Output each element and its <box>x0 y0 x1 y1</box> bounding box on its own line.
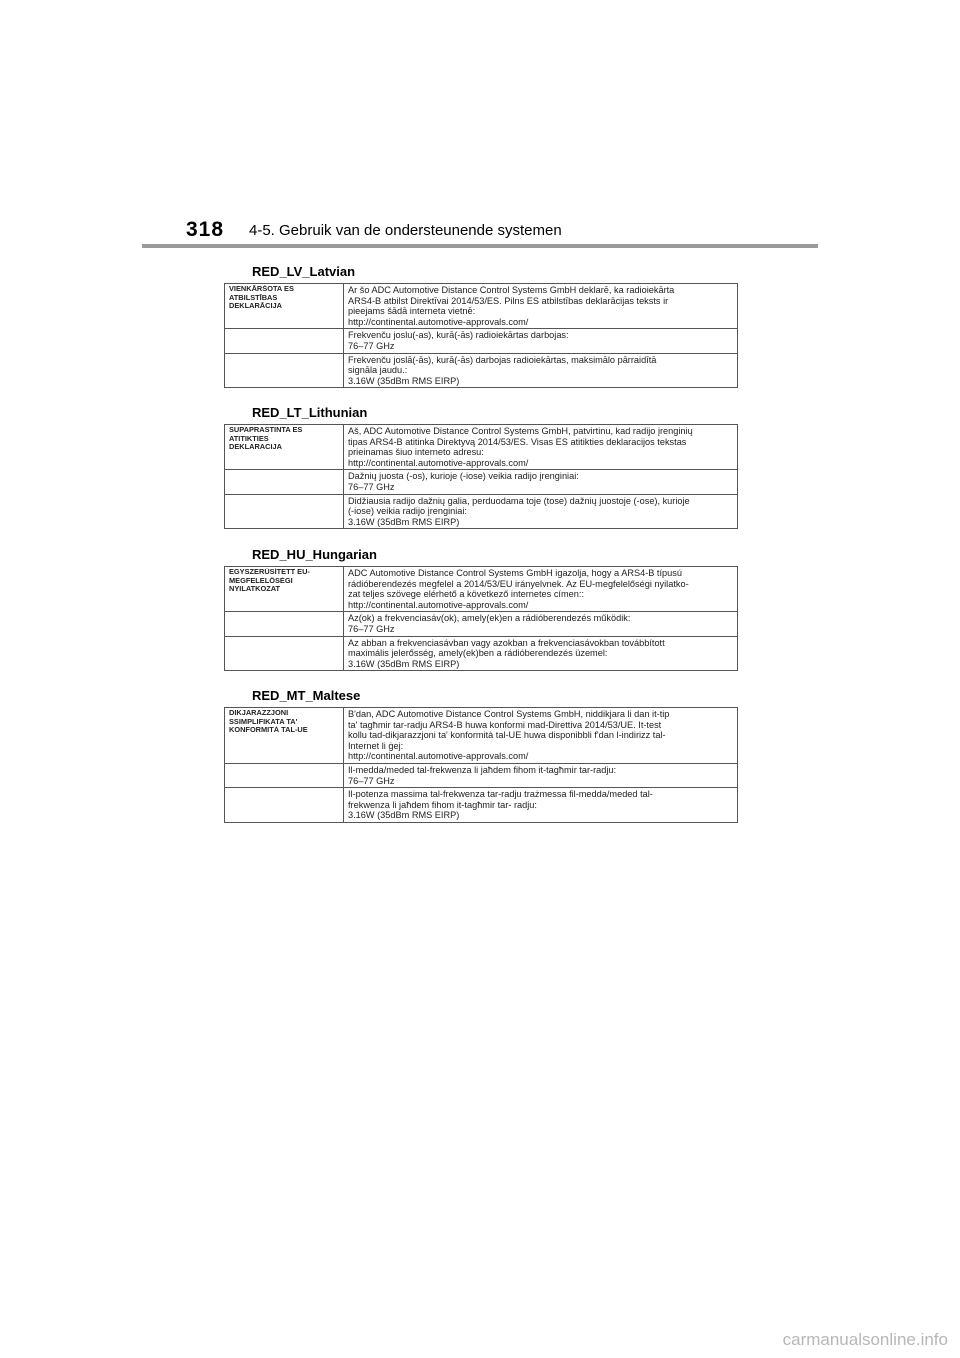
watermark-text: carmanualsonline.info <box>782 1330 948 1349</box>
declaration-text-line: 3.16W (35dBm RMS EIRP) <box>348 658 460 669</box>
declaration-text-cell <box>344 470 738 494</box>
declaration-text-line: Frekvenču joslā(-ās), kurā(-ās) darbojas radioiekārtas, maksimālo pārraidītā <box>348 354 657 365</box>
declaration-text-line: 3.16W (35dBm RMS EIRP) <box>348 516 460 527</box>
header-rule <box>142 244 818 248</box>
declaration-text-cell <box>344 763 738 787</box>
declaration-label-line: DIKJARAZZJONI <box>229 709 289 717</box>
table-row <box>225 763 738 787</box>
page-number: 318 <box>186 218 225 241</box>
declaration-label-line: EGYSZERŰSÍTETT EU- <box>229 568 310 576</box>
declaration-text-line: http://continental.automotive-approvals.com/ <box>348 316 529 327</box>
declaration-text-line: Az abban a frekvenciasávban vagy azokban a frekvenciasávokban továbbított <box>348 637 665 648</box>
declaration-section-latvian <box>224 264 738 388</box>
table-row <box>225 329 738 353</box>
section-title: RED_LT_Lithunian <box>252 405 368 420</box>
declaration-section-lithuanian <box>224 405 738 529</box>
declaration-text-cell <box>344 425 738 470</box>
declaration-label-line: ATITIKTIES <box>229 434 269 443</box>
declaration-label-cell <box>225 329 344 353</box>
declaration-table <box>224 707 738 823</box>
declaration-text-line: Dažnių juosta (-os), kurioje (-iose) veikia radijo įrenginiai: <box>348 471 579 482</box>
table-row <box>225 284 738 329</box>
declaration-text-line: Il-medda/meded tal-frekwenza li jaħdem fihom it-tagħmir tar-radju: <box>348 764 617 775</box>
declaration-label-cell <box>225 494 344 529</box>
declaration-label-line: VIENKĀRŠOTA ES <box>229 285 294 293</box>
declaration-text-line: Il-potenza massima tal-frekwenza tar-radju trażmessa fil-medda/meded tal- <box>348 789 653 800</box>
declaration-text-line: Az(ok) a frekvenciasáv(ok), amely(ek)en a rádióberendezés működik: <box>348 613 631 624</box>
declaration-text-line: 76–77 GHz <box>348 623 395 634</box>
table-row <box>225 636 738 671</box>
declaration-text-line: tipas ARS4-B atitinka Direktyvą 2014/53/ES. Visas ES atitikties deklaracijos tekstas <box>348 436 687 447</box>
declaration-label-line: KONFORMITÀ TAL-UE <box>229 726 308 735</box>
declaration-text-line: 76–77 GHz <box>348 340 395 351</box>
declaration-section-hungarian <box>224 547 738 671</box>
declaration-label-cell <box>225 636 344 671</box>
declaration-text-cell <box>344 636 738 671</box>
declaration-text-line: Frekvenču joslu(-as), kurā(-ās) radioiekārtas darbojas: <box>348 330 569 341</box>
declaration-label-line: NYILATKOZAT <box>229 585 281 594</box>
section-title: RED_HU_Hungarian <box>252 547 377 562</box>
declaration-text-line: (-iose) veikia radijo įrenginiai: <box>348 506 467 517</box>
declaration-text-cell <box>344 567 738 612</box>
declaration-text-line: Aš, ADC Automotive Distance Control Systems GmbH, patvirtinu, kad radijo įrenginių <box>348 426 693 436</box>
chapter-title: 4-5. Gebruik van de ondersteunende systemen <box>249 222 562 239</box>
declaration-label-cell <box>225 425 344 470</box>
table-row <box>225 708 738 764</box>
table-row <box>225 612 738 636</box>
declaration-table <box>224 283 738 388</box>
declaration-text-line: http://continental.automotive-approvals.com/ <box>348 751 529 762</box>
section-title: RED_MT_Maltese <box>252 688 361 703</box>
declaration-table <box>224 424 738 529</box>
table-row <box>225 567 738 612</box>
declaration-text-line: frekwenza li jaħdem fihom it-tagħmir tar- radju: <box>348 799 537 810</box>
declaration-label-line: DEKLARĀCIJA <box>229 302 282 311</box>
declaration-text-line: 76–77 GHz <box>348 481 395 492</box>
declaration-text-cell <box>344 612 738 636</box>
declaration-label-cell <box>225 284 344 329</box>
declaration-text-line: kollu tad-dikjarazzjoni ta' konformità tal-UE huwa disponibbli f'dan l-indirizz tal- <box>348 730 666 741</box>
declaration-label-line: SSIMPLIFIKATA TA' <box>229 717 298 726</box>
declaration-label-line: SUPAPRASTINTA ES <box>229 426 303 434</box>
declaration-text-line: signāla jaudu.: <box>348 365 408 376</box>
table-row <box>225 353 738 388</box>
declaration-text-line: rádióberendezés megfelel a 2014/53/EU irányelvnek. Az EU-megfelelőségi nyilatko- <box>348 578 689 589</box>
table-row <box>225 425 738 470</box>
declaration-label-cell <box>225 567 344 612</box>
table-row <box>225 494 738 529</box>
page-header <box>186 218 826 244</box>
declaration-label-cell <box>225 763 344 787</box>
declaration-text-line: 3.16W (35dBm RMS EIRP) <box>348 375 460 386</box>
declaration-text-line: 3.16W (35dBm RMS EIRP) <box>348 810 460 821</box>
table-row <box>225 470 738 494</box>
declaration-label-cell <box>225 353 344 388</box>
declaration-text-line: ADC Automotive Distance Control Systems GmbH igazolja, hogy a ARS4-B típusú <box>348 568 682 578</box>
declaration-section-maltese <box>224 688 738 823</box>
declaration-text-cell <box>344 353 738 388</box>
declaration-text-line: B'dan, ADC Automotive Distance Control Systems GmbH, niddikjara li dan it-tip <box>348 709 670 719</box>
declaration-label-cell <box>225 708 344 764</box>
declaration-text-line: http://continental.automotive-approvals.com/ <box>348 457 529 468</box>
declaration-table <box>224 566 738 671</box>
declaration-text-line: Internet li ġej: <box>348 740 404 751</box>
declaration-label-line: MEGFELELŐSÉGI <box>229 576 293 585</box>
declaration-text-line: 76–77 GHz <box>348 775 395 786</box>
declaration-text-cell <box>344 494 738 529</box>
declaration-label-line: ATBILSTĪBAS <box>229 293 278 302</box>
table-row <box>225 788 738 823</box>
declaration-text-cell <box>344 708 738 764</box>
declaration-text-cell <box>344 788 738 823</box>
declaration-text-cell <box>344 284 738 329</box>
declaration-text-line: maximális jelerősség, amely(ek)ben a rádióberendezés üzemel: <box>348 648 608 659</box>
declaration-text-line: pieejams šādā interneta vietnē: <box>348 306 476 317</box>
declaration-text-line: prieinamas šiuo interneto adresu: <box>348 447 484 458</box>
declaration-label-cell <box>225 788 344 823</box>
declaration-text-line: zat teljes szövege elérhető a következő internetes címen:: <box>348 589 584 600</box>
declaration-text-line: ARS4-B atbilst Direktīvai 2014/53/ES. Pilns ES atbilstības deklarācijas teksts ir <box>348 295 669 306</box>
section-title: RED_LV_Latvian <box>252 264 356 279</box>
declaration-text-line: http://continental.automotive-approvals.com/ <box>348 599 529 610</box>
declaration-text-line: Ar šo ADC Automotive Distance Control Systems GmbH deklarē, ka radioiekārta <box>348 285 675 295</box>
declaration-text-cell <box>344 329 738 353</box>
declaration-text-line: Didžiausia radijo dažnių galia, perduodama toje (tose) dažnių juostoje (-ose), kurioje <box>348 495 690 506</box>
declaration-label-line: DEKLARACIJA <box>229 443 282 452</box>
declaration-text-line: ta' tagħmir tar-radju ARS4-B huwa konformi mad-Direttiva 2014/53/UE. It-test <box>348 719 662 730</box>
declaration-label-cell <box>225 470 344 494</box>
declaration-label-cell <box>225 612 344 636</box>
